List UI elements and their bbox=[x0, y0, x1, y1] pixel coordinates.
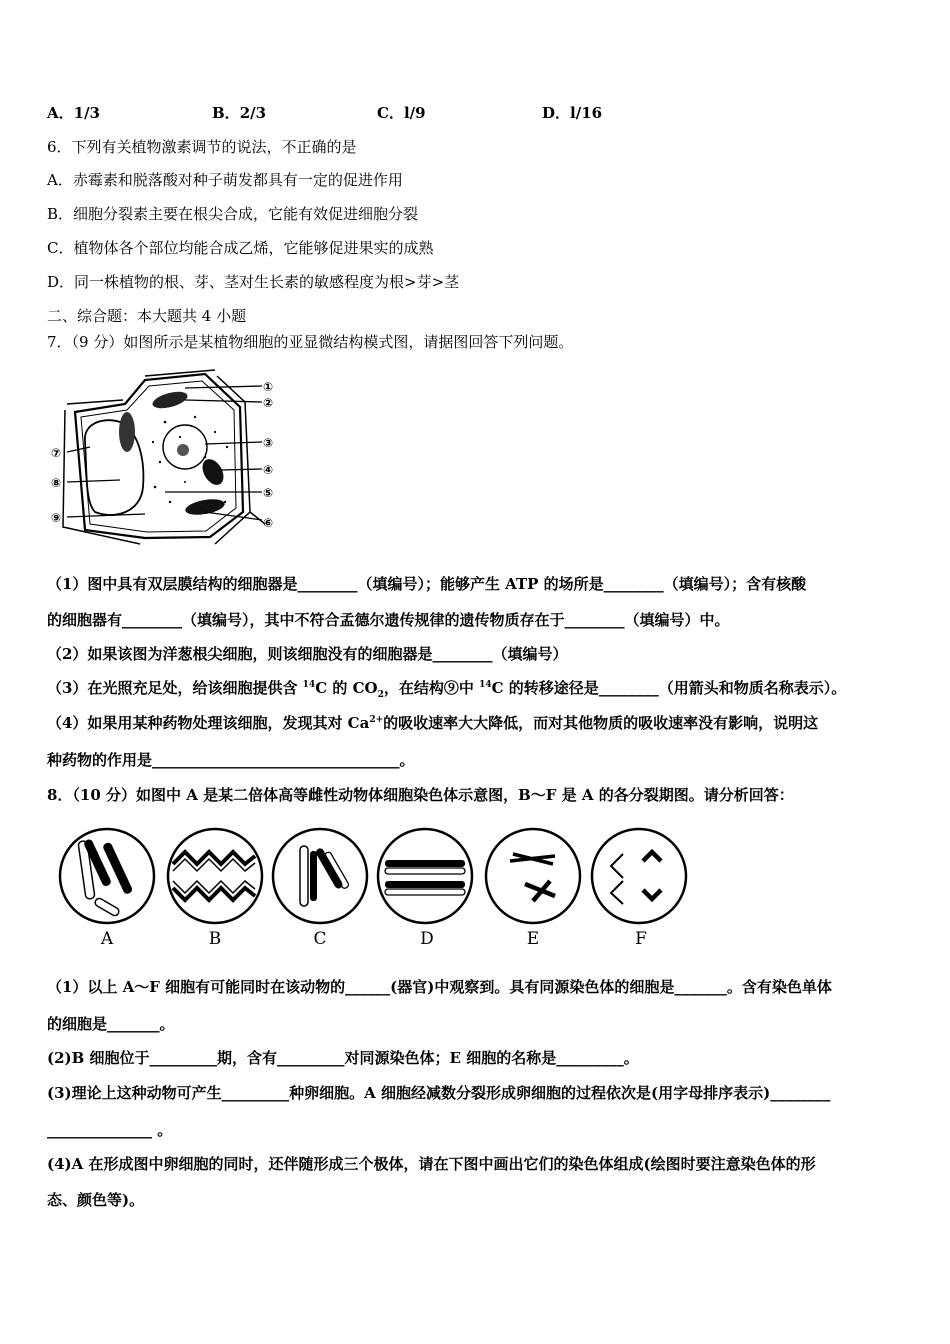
callout-4: ④ bbox=[263, 463, 274, 477]
label-a: A bbox=[100, 929, 114, 949]
callout-9: ⑨ bbox=[51, 511, 62, 525]
q6-option-d: D．同一株植物的根、芽、茎对生长素的敏感程度为根>芽>茎 bbox=[47, 273, 460, 291]
q6-stem: 6．下列有关植物激素调节的说法，不正确的是 bbox=[47, 138, 357, 156]
q8-part3a: (3)理论上这种动物可产生_________种卵细胞。A 细胞经减数分裂形成卵细胞的过程依次是(用字母排序表示)________ bbox=[47, 1084, 831, 1102]
q8-part3b: ______________ 。 bbox=[47, 1121, 173, 1139]
q7-part3: （3）在光照充足处，给该细胞提供含 $^{14}$C 的 $CO_2$，在结构⑨中 $^{14}$C 的转移途径是________（用箭头和物质名称表示）。 bbox=[47, 679, 847, 700]
label-b: B bbox=[208, 929, 222, 949]
label-c: C bbox=[313, 929, 327, 949]
q8-part1a: （1）以上 A～F 细胞有可能同时在该动物的______(器官)中观察到。具有同源染色体的细胞是_______。含有染色单体 bbox=[47, 978, 832, 996]
callout-2: ② bbox=[263, 396, 274, 410]
q8-part1b: 的细胞是_______。 bbox=[47, 1015, 175, 1033]
callout-3: ③ bbox=[263, 436, 274, 450]
callout-6: ⑥ bbox=[263, 516, 274, 530]
plant-cell-figure bbox=[45, 362, 295, 552]
q8-part4b: 态、颜色等)。 bbox=[47, 1191, 145, 1209]
q7-stem: 7．（9 分）如图所示是某植物细胞的亚显微结构模式图，请据图回答下列问题。 bbox=[47, 333, 574, 351]
q8-part4a: (4)A 在形成图中卵细胞的同时，还伴随形成三个极体，请在下图中画出它们的染色体组成(绘图时要注意染色体的形 bbox=[47, 1155, 816, 1173]
q7-part4b: 种药物的作用是_________________________________。 bbox=[47, 751, 415, 769]
q7-part4a: （4）如果用某种药物处理该细胞，发现其对 $Ca^{2+}$的吸收速率大大降低，而对其他物质的吸收速率没有影响，说明这 bbox=[47, 714, 819, 732]
cell-c bbox=[273, 829, 367, 923]
q6-option-c: C．植物体各个部位均能合成乙烯，它能够促进果实的成熟 bbox=[47, 239, 434, 257]
q6-option-b: B．细胞分裂素主要在根尖合成，它能有效促进细胞分裂 bbox=[47, 205, 419, 223]
q5-option-b: B．2/3 bbox=[212, 104, 267, 122]
cell-division-figure bbox=[55, 826, 695, 951]
q5-option-d: D．l/16 bbox=[542, 104, 603, 122]
callout-7: ⑦ bbox=[51, 446, 62, 460]
callout-5: ⑤ bbox=[263, 486, 274, 500]
q6-option-a: A．赤霉素和脱落酸对种子萌发都具有一定的促进作用 bbox=[47, 171, 403, 189]
q7-part1a: （1）图中具有双层膜结构的细胞器是________（填编号）；能够产生 ATP 的场所是________（填编号）；含有核酸 bbox=[47, 575, 807, 593]
label-f: F bbox=[635, 929, 647, 949]
callout-8: ⑧ bbox=[51, 476, 62, 490]
cell-e bbox=[486, 829, 580, 923]
q7-part1b: 的细胞器有________（填编号），其中不符合孟德尔遗传规律的遗传物质存在于________（填编号）中。 bbox=[47, 611, 730, 629]
section-heading: 二、综合题：本大题共 4 小题 bbox=[47, 307, 247, 325]
q8-part2: (2)B 细胞位于_________期，含有_________对同源染色体；E 细胞的名称是_________。 bbox=[47, 1049, 639, 1067]
label-e: E bbox=[526, 929, 540, 949]
label-d: D bbox=[420, 929, 434, 949]
cell-b bbox=[168, 829, 262, 923]
q7-part2: （2）如果该图为洋葱根尖细胞，则该细胞没有的细胞器是________（填编号） bbox=[47, 645, 568, 663]
q8-stem: 8．（10 分）如图中 A 是某二倍体高等雌性动物体细胞染色体示意图，B～F 是 A 的各分裂期图。请分析回答： bbox=[47, 786, 794, 804]
cell-a bbox=[60, 829, 154, 923]
q5-option-a: A．1/3 bbox=[47, 104, 100, 122]
q5-option-c: C．l/9 bbox=[377, 104, 426, 122]
callout-1: ① bbox=[263, 380, 274, 394]
cell-d bbox=[378, 829, 472, 923]
cell-f bbox=[592, 829, 686, 923]
